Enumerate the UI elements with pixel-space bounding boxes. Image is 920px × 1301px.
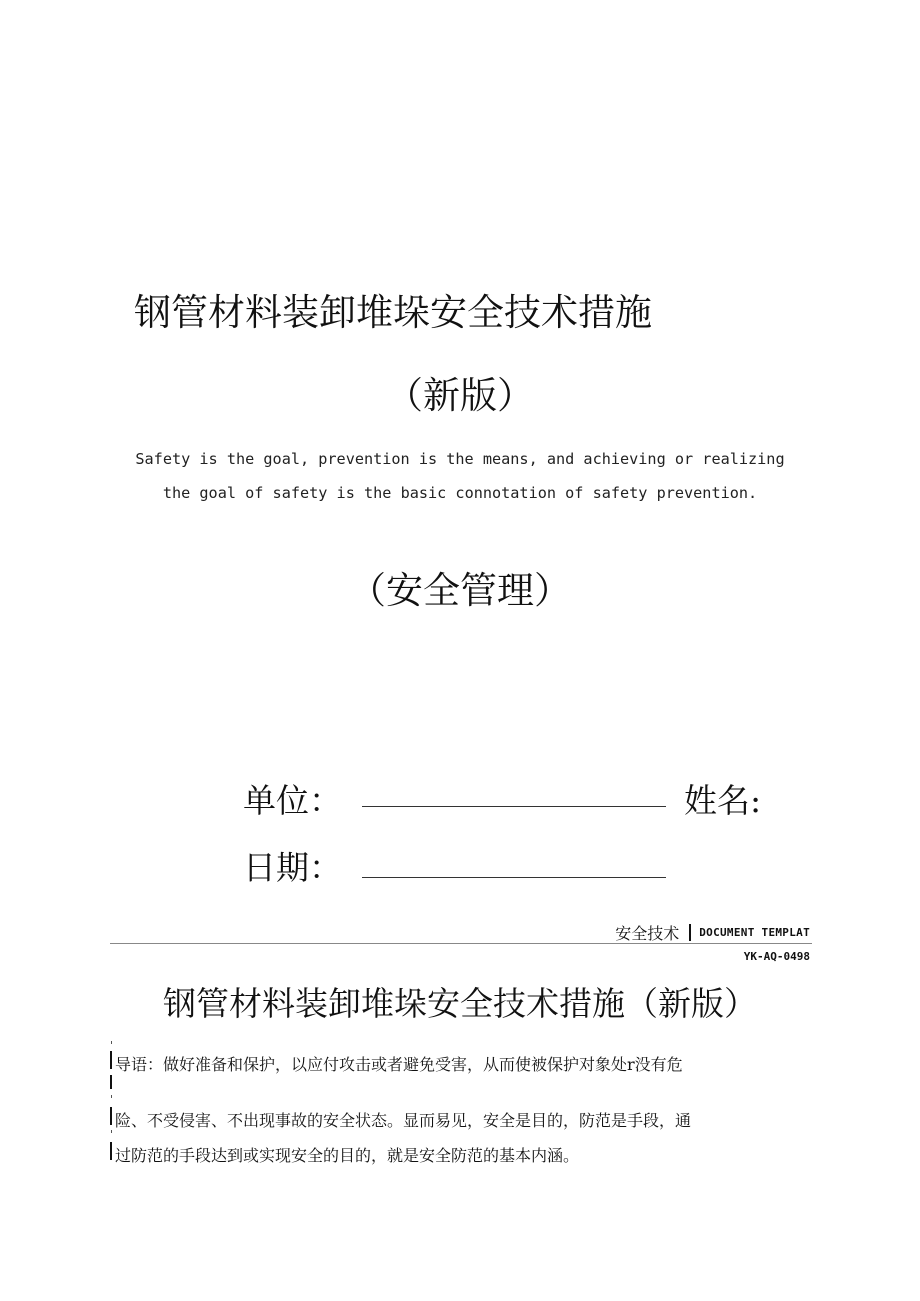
unit-field[interactable] — [362, 806, 666, 807]
intro-line-1: 导语：做好准备和保护，以应付攻击或者避免受害，从而使被保护对象处r没有危 — [115, 1055, 683, 1074]
date-label: 日期： — [243, 848, 342, 887]
margin-dot — [111, 1041, 112, 1044]
doc-code: YK-AQ-0498 — [743, 950, 810, 963]
margin-dot — [111, 1130, 112, 1133]
cover-title: 钢管材料装卸堆垛安全技术措施 — [134, 291, 652, 334]
header-rule — [110, 943, 812, 944]
cover-subtitle: （新版） — [386, 374, 534, 417]
date-field[interactable] — [362, 877, 666, 878]
intro-line-2: 险、不受侵害、不出现事故的安全状态。显而易见，安全是目的，防范是手段，通 — [115, 1111, 692, 1130]
header-separator — [689, 924, 691, 941]
margin-bar — [110, 1075, 112, 1089]
margin-dot — [111, 1095, 112, 1098]
name-label: 姓名: — [684, 781, 762, 820]
tagline-line-2: the goal of safety is the basic connotation of safety prevention. — [162, 484, 758, 502]
page-header — [615, 921, 810, 944]
margin-bar — [110, 1142, 112, 1160]
header-section: 安全技术 — [615, 924, 680, 943]
margin-bar — [110, 1107, 112, 1125]
body-title: 钢管材料装卸堆垛安全技术措施（新版） — [163, 984, 757, 1023]
intro-line-3: 过防范的手段达到或实现安全的目的，就是安全防范的基本内涵。 — [115, 1146, 580, 1165]
unit-label: 单位： — [243, 781, 342, 820]
margin-bar — [110, 1051, 112, 1069]
tagline-line-1: Safety is the goal, prevention is the means, and achieving or realizing — [135, 450, 785, 468]
category-label: （安全管理） — [349, 569, 571, 612]
header-template-label: DOCUMENT TEMPLAT — [699, 926, 810, 939]
